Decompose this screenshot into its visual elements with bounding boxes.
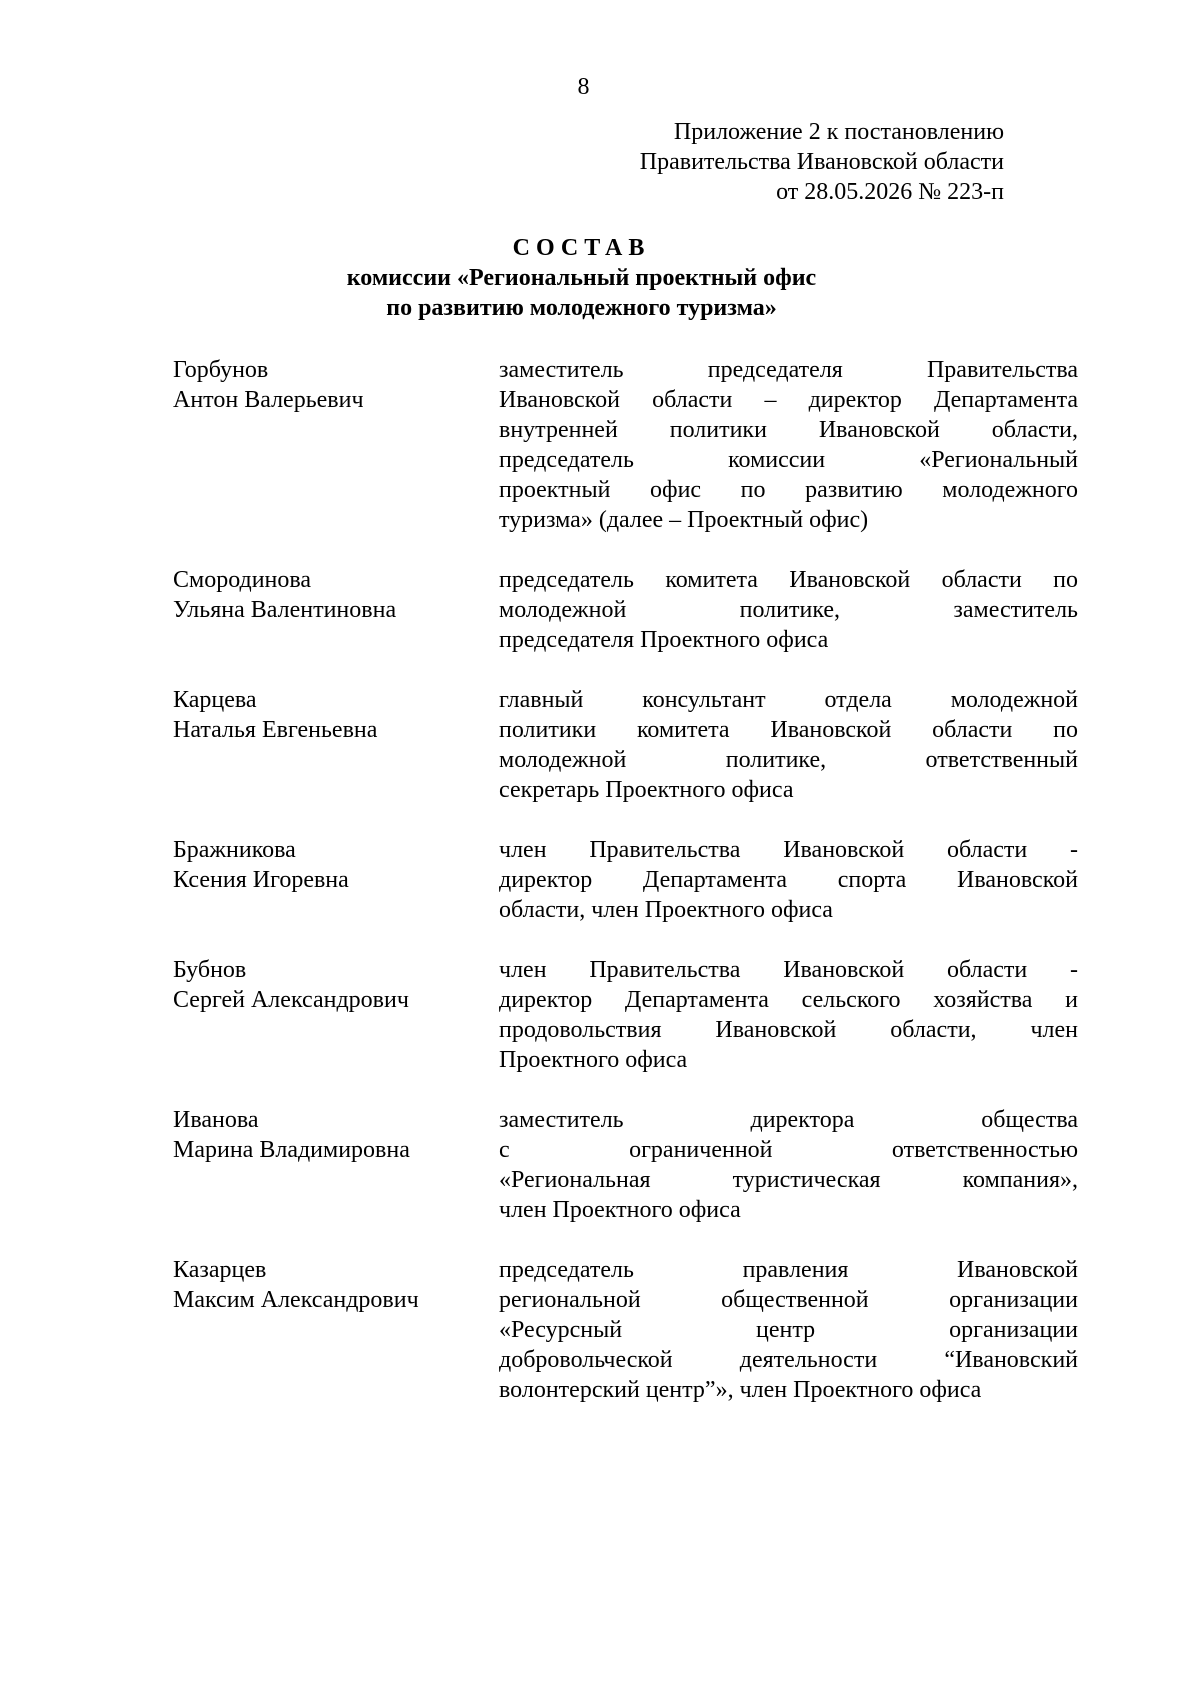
- member-given-name: Сергей Александрович: [173, 987, 409, 1013]
- member-name: [173, 1105, 499, 1225]
- member-role: [499, 685, 1078, 805]
- member-role-line: председатель правления Ивановской: [499, 1257, 1078, 1283]
- member-entry: [173, 565, 1078, 655]
- member-role-line: заместитель председателя Правительства: [499, 357, 1078, 383]
- member-role-line: добровольческой деятельности “Ивановский: [499, 1347, 1078, 1373]
- member-entry: [173, 685, 1078, 805]
- appendix-line: Правительства Ивановской области: [639, 149, 1004, 175]
- member-entry: [173, 355, 1078, 535]
- appendix-reference: [640, 117, 1004, 207]
- member-role-line: политики комитета Ивановской области по: [499, 717, 1078, 743]
- member-role-line: внутренней политики Ивановской области,: [499, 417, 1078, 443]
- member-name: [173, 685, 499, 805]
- member-role-line: области, член Проектного офиса: [499, 897, 833, 923]
- member-role-line: региональной общественной организации: [499, 1287, 1078, 1313]
- member-role: [499, 955, 1078, 1075]
- member-role: [499, 565, 1078, 655]
- member-role-line: волонтерский центр”», член Проектного офиса: [499, 1377, 982, 1403]
- member-entry: [173, 1105, 1078, 1225]
- member-role-line: продовольствия Ивановской области, член: [499, 1017, 1078, 1043]
- member-given-name: Ульяна Валентиновна: [173, 597, 397, 623]
- member-role-line: председателя Проектного офиса: [499, 627, 829, 653]
- document-title: СОСТАВ: [512, 235, 651, 261]
- member-role-line: член Правительства Ивановской области -: [499, 957, 1078, 983]
- member-name: [173, 1255, 499, 1405]
- member-surname: Смородинова: [173, 567, 312, 593]
- member-role-line: проектный офис по развитию молодежного: [499, 477, 1078, 503]
- member-role-line: «Региональная туристическая компания»,: [499, 1167, 1078, 1193]
- member-surname: Бубнов: [173, 957, 247, 983]
- document-subtitle-line: комиссии «Региональный проектный офис: [346, 265, 817, 291]
- member-given-name: Наталья Евгеньевна: [173, 717, 378, 743]
- member-role-line: с ограниченной ответственностью: [499, 1137, 1078, 1163]
- member-role-line: член Правительства Ивановской области -: [499, 837, 1078, 863]
- member-name: [173, 565, 499, 655]
- member-role: [499, 1255, 1078, 1405]
- member-name: [173, 955, 499, 1075]
- member-role-line: член Проектного офиса: [499, 1197, 741, 1223]
- member-surname: Иванова: [173, 1107, 259, 1133]
- member-given-name: Антон Валерьевич: [173, 387, 364, 413]
- member-surname: Бражникова: [173, 837, 296, 863]
- member-surname: Карцева: [173, 687, 257, 713]
- appendix-line: Приложение 2 к постановлению: [673, 119, 1004, 145]
- member-role: [499, 355, 1078, 535]
- member-name: [173, 355, 499, 535]
- member-role-line: Ивановской области – директор Департамента: [499, 387, 1078, 413]
- member-given-name: Максим Александрович: [173, 1287, 419, 1313]
- member-role-line: секретарь Проектного офиса: [499, 777, 794, 803]
- member-role-line: председатель комитета Ивановской области по: [499, 567, 1078, 593]
- member-role: [499, 1105, 1078, 1225]
- member-given-name: Марина Владимировна: [173, 1137, 410, 1163]
- member-surname: Казарцев: [173, 1257, 267, 1283]
- document-subtitle-line: по развитию молодежного туризма»: [386, 295, 777, 321]
- page-number: 8: [577, 74, 590, 100]
- member-role-line: директор Департамента спорта Ивановской: [499, 867, 1078, 893]
- member-role-line: главный консультант отдела молодежной: [499, 687, 1078, 713]
- member-role-line: «Ресурсный центр организации: [499, 1317, 1078, 1343]
- member-entry: [173, 955, 1078, 1075]
- member-role-line: директор Департамента сельского хозяйства и: [499, 987, 1078, 1013]
- appendix-line: от 28.05.2026 № 223-п: [776, 179, 1004, 205]
- member-role: [499, 835, 1078, 925]
- member-role-line: председатель комиссии «Региональный: [499, 447, 1078, 473]
- member-role-line: Проектного офиса: [499, 1047, 688, 1073]
- members-list: [173, 355, 1078, 1435]
- member-surname: Горбунов: [173, 357, 269, 383]
- member-role-line: молодежной политике, ответственный: [499, 747, 1078, 773]
- member-role-line: молодежной политике, заместитель: [499, 597, 1078, 623]
- member-role-line: туризма» (далее – Проектный офис): [499, 507, 869, 533]
- document-heading: [0, 233, 1163, 323]
- member-role-line: заместитель директора общества: [499, 1107, 1078, 1133]
- member-given-name: Ксения Игоревна: [173, 867, 349, 893]
- member-entry: [173, 1255, 1078, 1405]
- member-name: [173, 835, 499, 925]
- member-entry: [173, 835, 1078, 925]
